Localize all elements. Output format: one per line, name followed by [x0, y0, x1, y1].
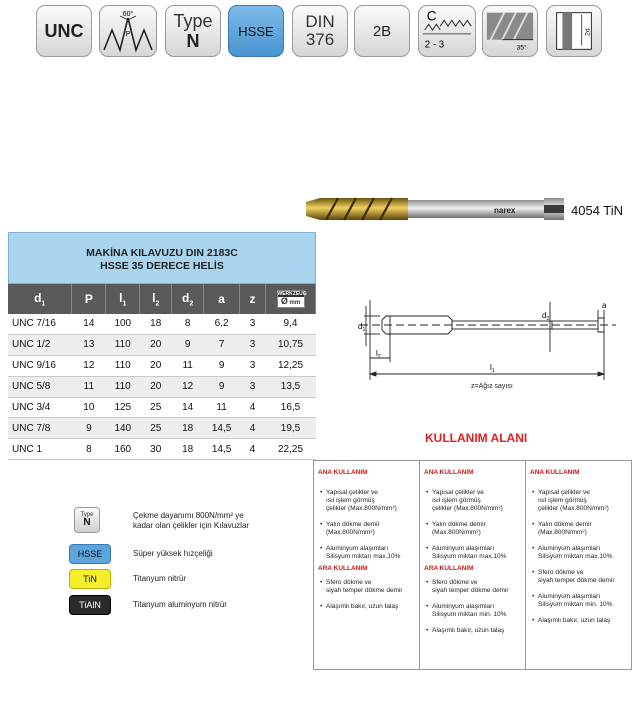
row-value-cell: 7: [204, 334, 240, 355]
row-value-cell: 22,25: [266, 439, 316, 460]
chamfer-icon: [419, 6, 475, 56]
row-value-cell: 14,5: [204, 418, 240, 439]
row-value-cell: 20: [140, 334, 172, 355]
table-row: [8, 376, 316, 397]
row-value-cell: 9: [204, 376, 240, 397]
usage-title: KULLANIM ALANI: [425, 431, 528, 445]
hsse-badge: [228, 5, 284, 57]
row-value-cell: 3: [240, 314, 266, 334]
bullet-icon: •: [426, 521, 429, 528]
row-size-cell: UNC 7/16: [8, 314, 72, 334]
row-size-cell: UNC 1: [8, 439, 72, 460]
row-value-cell: 110: [106, 355, 140, 376]
row-value-cell: 16,5: [266, 397, 316, 418]
usage-item: • Yalın dökme demir (Max.800N/mm²): [532, 521, 592, 536]
row-value-cell: 3: [240, 334, 266, 355]
usage-item: • Aluminyum alaşımları Silisyum miktarı max.10%: [426, 545, 507, 560]
row-size-cell: UNC 1/2: [8, 334, 72, 355]
bullet-icon: •: [426, 579, 429, 586]
col-l1: $l_1$: [106, 284, 140, 314]
row-value-cell: 3: [240, 376, 266, 397]
row-value-cell: 20: [140, 376, 172, 397]
row-value-cell: 13,5: [266, 376, 316, 397]
legend-type-n-badge: Type N: [74, 507, 100, 533]
row-value-cell: 18: [140, 314, 172, 334]
usage-item: • Yapısal çelikler ve ısıl işlem görmüş çelikler (Max.800N/mm²): [320, 489, 397, 512]
table-title: [8, 232, 316, 284]
row-value-cell: 13: [72, 334, 106, 355]
tap-dimension-diagram: [340, 292, 630, 392]
diagram-caption: z=Ağız sayısı: [471, 383, 513, 390]
col-z: z: [240, 284, 266, 314]
usage-item: • Aluminyum alaşımları Silisyum miktarı max.10%: [320, 545, 401, 560]
type-word: Type: [173, 11, 213, 31]
row-value-cell: 125: [106, 397, 140, 418]
tolerance-label: 2B: [372, 22, 392, 40]
row-value-cell: 100: [106, 314, 140, 334]
product-code: 4054 TiN: [571, 203, 624, 218]
hsse-label: HSSE: [238, 23, 274, 39]
row-value-cell: 110: [106, 376, 140, 397]
usage-item: • Yalın dökme demir (Max.800N/mm²): [426, 521, 486, 536]
bullet-icon: •: [532, 593, 535, 600]
bullet-icon: •: [320, 545, 323, 552]
usage-column: [419, 461, 525, 669]
bullet-icon: •: [532, 489, 535, 496]
shank-badge: [546, 5, 602, 57]
usage-item: • Yalın dökme demir (Max.800N/mm²): [320, 521, 380, 536]
usage-section-title: ANA KULLANIM: [530, 469, 580, 476]
row-value-cell: 4: [240, 439, 266, 460]
drill-diameter-icon: WERKZEUG Ø mm: [277, 291, 307, 306]
col-l2: $l_2$: [140, 284, 172, 314]
row-value-cell: 25: [140, 418, 172, 439]
chamfer-letter: C: [426, 8, 437, 24]
table-row: [8, 397, 316, 418]
legend-hsse-text: Süper yüksek hızçeliği: [133, 549, 213, 558]
tap-tool-image: [296, 194, 568, 224]
helix-badge: [482, 5, 538, 57]
row-size-cell: UNC 3/4: [8, 397, 72, 418]
dim-d2: $d_2$: [542, 311, 550, 322]
row-value-cell: 9: [204, 355, 240, 376]
usage-section-title: ANA KULLANIM: [318, 469, 368, 476]
usage-item: • Sfero dökme ve siyah temper dökme demir: [426, 579, 509, 594]
row-size-cell: UNC 9/16: [8, 355, 72, 376]
table-row: [8, 334, 316, 355]
row-size-cell: UNC 7/8: [8, 418, 72, 439]
thread-pitch-label: P: [125, 31, 131, 38]
unc-label: UNC: [44, 20, 84, 41]
usage-item: • Aluminyum alaşımları Silisyum miktarı min. 10%: [426, 603, 507, 618]
col-drill-diameter: [266, 284, 316, 314]
table-row: [8, 418, 316, 439]
row-value-cell: 12: [72, 355, 106, 376]
usage-item: • Aluminyum alaşımları Silisyum miktarı max.10%: [532, 545, 613, 560]
dim-l2: $l_2$: [376, 349, 381, 360]
row-value-cell: 12,25: [266, 355, 316, 376]
usage-item: • Yapısal çelikler ve ısıl işlem görmüş çelikler (Max.800N/mm²): [426, 489, 503, 512]
usage-column: [314, 461, 419, 669]
legend-tin-badge: TiN: [69, 569, 111, 589]
col-d1: $d_1$: [8, 284, 72, 314]
bullet-icon: •: [320, 489, 323, 496]
spec-table: [8, 284, 316, 460]
helix-icon: [483, 6, 537, 56]
col-a: a: [204, 284, 240, 314]
col-p: P: [72, 284, 106, 314]
usage-item: • Alaşımlı bakır, uzun talaş: [320, 603, 399, 610]
table-title-line2: HSSE 35 DERECE HELİS: [100, 260, 224, 272]
usage-item: • Sfero dökme ve siyah temper dökme demir: [532, 569, 615, 584]
row-value-cell: 30: [140, 439, 172, 460]
type-badge: [165, 5, 221, 57]
din-badge: [292, 5, 348, 57]
row-value-cell: 14: [72, 314, 106, 334]
row-value-cell: 11: [72, 376, 106, 397]
row-value-cell: 9: [172, 334, 204, 355]
unc-badge: [36, 5, 92, 57]
row-value-cell: 10,75: [266, 334, 316, 355]
dim-a: a: [602, 301, 607, 310]
usage-section-title: ANA KULLANIM: [424, 469, 474, 476]
bullet-icon: •: [320, 521, 323, 528]
thread-profile-icon: [100, 6, 156, 56]
dim-d1: $d_1$: [358, 322, 366, 333]
row-value-cell: 11: [204, 397, 240, 418]
table-row: [8, 439, 316, 460]
shank-icon: [547, 6, 601, 56]
legend-tialn-badge: TiAlN: [69, 595, 111, 615]
row-value-cell: 9,4: [266, 314, 316, 334]
table-header-row: [8, 284, 316, 314]
usage-item: • Yapısal çelikler ve ısıl işlem görmüş çelikler (Max.800N/mm²): [532, 489, 609, 512]
row-value-cell: 8: [72, 439, 106, 460]
row-value-cell: 3: [240, 355, 266, 376]
legend-tin-text: Titanyum nitrür: [133, 574, 187, 583]
bullet-icon: •: [532, 569, 535, 576]
row-value-cell: 11: [172, 355, 204, 376]
legend-hsse-badge: HSSE: [69, 544, 111, 564]
bullet-icon: •: [532, 521, 535, 528]
usage-table: [313, 460, 632, 670]
helix-angle-label: 35°: [516, 44, 527, 52]
thread-profile-badge: [99, 5, 157, 57]
bullet-icon: •: [426, 627, 429, 634]
chamfer-range: 2 - 3: [424, 39, 445, 51]
row-value-cell: 4: [240, 397, 266, 418]
row-value-cell: 14: [172, 397, 204, 418]
thread-angle-label: 60°: [122, 11, 134, 18]
row-value-cell: 8: [172, 314, 204, 334]
bullet-icon: •: [426, 545, 429, 552]
din-word: DIN: [305, 12, 335, 32]
din-number: 376: [305, 30, 335, 49]
usage-item: • Sfero dökme ve siyah temper dökme demir: [320, 579, 403, 594]
tool-brand: narex: [494, 206, 516, 215]
type-letter: N: [186, 31, 200, 51]
legend-type-n-text: Çekme dayanımı 800N/mm² ye kadar olan çelikler için Kılavuzlar: [133, 511, 250, 530]
row-value-cell: 110: [106, 334, 140, 355]
row-value-cell: 25: [140, 397, 172, 418]
dim-l1: $l_1$: [490, 363, 495, 374]
table-title-line1: MAKİNA KILAVUZU DIN 2183C: [86, 247, 238, 259]
row-value-cell: 4: [240, 418, 266, 439]
usage-column: [525, 461, 631, 669]
usage-section-title: ARA KULLANIM: [318, 565, 368, 572]
row-value-cell: 6,2: [204, 314, 240, 334]
usage-item: • Aluminyum alaşımları Silisyum miktarı min. 10%: [532, 593, 613, 608]
row-value-cell: 20: [140, 355, 172, 376]
col-d2: $d_2$: [172, 284, 204, 314]
row-value-cell: 140: [106, 418, 140, 439]
row-value-cell: 14,5: [204, 439, 240, 460]
row-value-cell: 10: [72, 397, 106, 418]
bullet-icon: •: [320, 579, 323, 586]
bullet-icon: •: [426, 603, 429, 610]
row-value-cell: 12: [172, 376, 204, 397]
tolerance-badge: [354, 5, 410, 57]
bullet-icon: •: [426, 489, 429, 496]
shank-label: 2d: [584, 28, 592, 36]
table-row: [8, 314, 316, 334]
usage-section-title: ARA KULLANIM: [424, 565, 474, 572]
usage-item: • Alaşımlı bakır, uzun talaş: [532, 617, 611, 624]
chamfer-badge: [418, 5, 476, 57]
row-size-cell: UNC 5/8: [8, 376, 72, 397]
row-value-cell: 18: [172, 439, 204, 460]
usage-item: • Alaşımlı bakır, uzun talaş: [426, 627, 505, 634]
bullet-icon: •: [532, 545, 535, 552]
bullet-icon: •: [320, 603, 323, 610]
row-value-cell: 9: [72, 418, 106, 439]
row-value-cell: 18: [172, 418, 204, 439]
row-value-cell: 19,5: [266, 418, 316, 439]
bullet-icon: •: [532, 617, 535, 624]
row-value-cell: 160: [106, 439, 140, 460]
legend-tialn-text: Titanyum aluminyum nitrür: [133, 600, 227, 609]
table-row: [8, 355, 316, 376]
